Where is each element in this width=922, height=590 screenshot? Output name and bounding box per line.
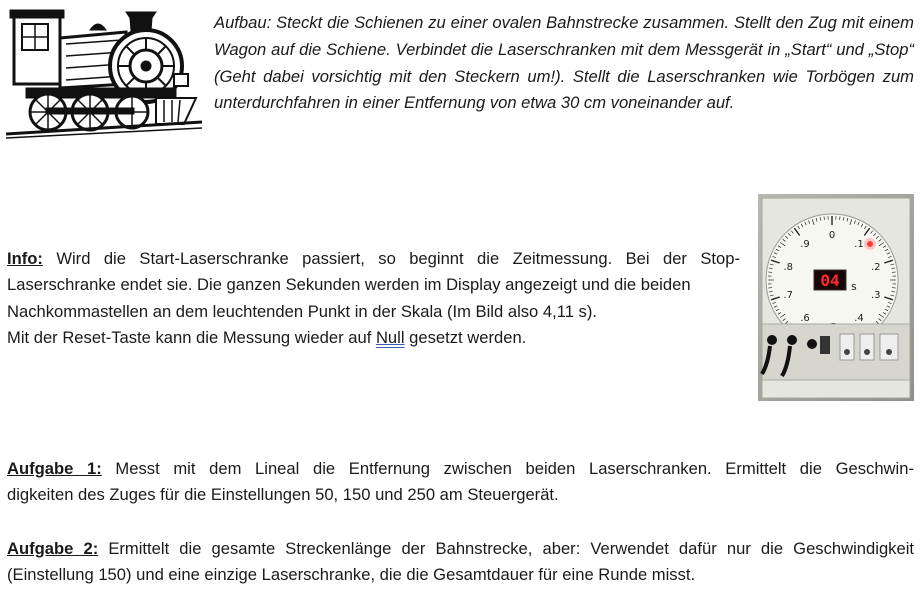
aufgabe-1-line-2: digkeiten des Zuges für die Einstellungen 50, 150 und 250 am Steuergerät. — [7, 485, 559, 505]
dial-label-4: .4 — [854, 313, 864, 325]
aufgabe-2-line-2: (Einstellung 150) und eine einzige Laserschranke, die die Gesamtdauer für eine Runde misst. — [7, 565, 696, 585]
dial-label-3: .3 — [870, 290, 881, 302]
dial-label-0: 0 — [828, 230, 836, 241]
led-unit: s — [851, 280, 857, 293]
panel-module-2 — [860, 334, 874, 360]
locomotive-illustration — [6, 4, 202, 140]
aufgabe-1-line-1: Aufgabe 1: Messt mit dem Lineal die Entfernung zwischen beiden Laserschranken. Ermittelt die Geschwin- — [7, 459, 914, 478]
aufgabe-2-line-1: Aufgabe 2: Ermittelt die gesamte Streckenlänge der Bahnstrecke, aber: Verwendet dafür nur die Geschwindigkeit — [7, 539, 914, 558]
dial-label-6: .6 — [800, 313, 810, 325]
dial-label-8: .8 — [783, 261, 794, 273]
aufgabe-2-label: Aufgabe 2: — [7, 539, 99, 558]
panel-module-1 — [840, 334, 854, 360]
reset-switch — [820, 336, 830, 354]
info-paragraph — [7, 246, 740, 351]
dial-label-9: .9 — [800, 238, 810, 250]
panel-module-3 — [880, 334, 898, 360]
info-line-1: Info: Wird die Start-Laserschranke passiert, so beginnt die Zeitmessung. Bei der Stop- — [7, 249, 740, 268]
glow-halo — [864, 238, 876, 250]
dial-label-2: .2 — [870, 261, 881, 273]
dial-label-7: .7 — [783, 290, 794, 302]
aufgabe-1-label: Aufgabe 1: — [7, 459, 102, 478]
timer-photo — [758, 194, 914, 401]
info-label: Info: — [7, 249, 43, 268]
info-line-4: Mit der Reset-Taste kann die Messung wieder auf Null gesetzt werden. — [7, 327, 527, 347]
aufgabe-1-paragraph — [7, 456, 914, 509]
info-line-3: Nachkommastellen an dem leuchtenden Punkt in der Skala (Im Bild also 4,11 s). — [7, 301, 597, 321]
aufgabe-2-paragraph — [7, 536, 914, 589]
aufbau-text: Aufbau: Steckt die Schienen zu einer ovalen Bahnstrecke zusammen. Stellt den Zug mit einem Wagon auf die Schiene. Verbindet die Laserschranken mit dem Messgerät in „Start“ und „Stop“ (Geht dabei vorsichtig mit den Steckern um!). Stellt die Laserschranken wie Torbögen zum unterdurchfahren in einer Entfernung von etwa 30 cm voneinander auf. — [214, 13, 914, 113]
led-digits: 04 — [820, 271, 840, 290]
dial-label-1: .1 — [854, 238, 864, 250]
null-word: Null — [375, 327, 405, 347]
info-line-2: Laserschranke endet sie. Die ganzen Sekunden werden im Display angezeigt und die beiden — [7, 275, 691, 295]
